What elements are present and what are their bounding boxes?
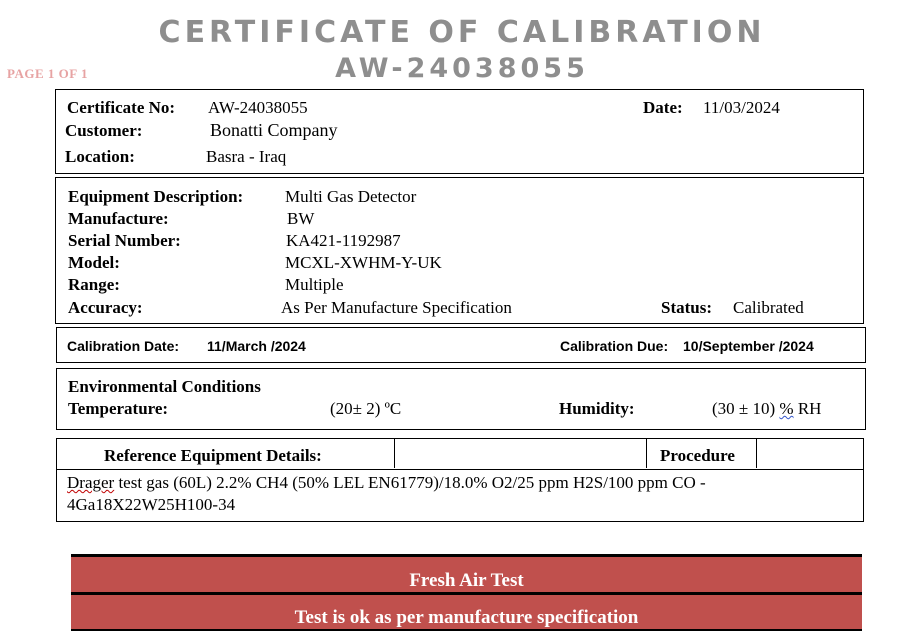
temperature-label: Temperature: [68, 399, 169, 418]
reference-details-line1 [67, 473, 706, 493]
reference-details-line2: 4Ga18X22W25H100-34 [67, 495, 236, 514]
document-number-title: AW-24038055 [335, 53, 589, 84]
results-bottom-rule [71, 629, 862, 631]
cert-no-value: AW-24038055 [208, 98, 308, 117]
serial-number-label: Serial Number: [68, 231, 181, 250]
table-header-rule [57, 469, 863, 470]
page-number: PAGE 1 OF 1 [7, 66, 88, 81]
reference-equipment-heading: Reference Equipment Details: [104, 446, 322, 465]
calibration-dates-box [56, 327, 866, 363]
reference-gas-brand: Drager [67, 473, 115, 492]
location-label: Location: [65, 147, 135, 166]
calibration-due-label: Calibration Due: [560, 338, 669, 354]
certificate-info-box [55, 89, 864, 174]
range-label: Range: [68, 275, 120, 294]
reference-details-text: test gas (60L) 2.2% CH4 (50% LEL EN61779)/18.0% O2/25 ppm H2S/100 ppm CO - [114, 473, 706, 492]
accuracy-label: Accuracy: [68, 298, 143, 317]
location-value: Basra - Iraq [206, 147, 287, 166]
document-title: CERTIFICATE OF CALIBRATION [158, 15, 766, 50]
humidity-percent: % [779, 399, 794, 418]
humidity-value [712, 399, 821, 419]
reference-equipment-table [56, 438, 864, 522]
customer-label: Customer: [65, 121, 143, 140]
customer-value: Bonatti Company [210, 120, 338, 140]
equipment-box [55, 177, 864, 324]
manufacture-value: BW [287, 209, 315, 228]
test-name-bar: Fresh Air Test [71, 557, 862, 592]
calibration-date-label: Calibration Date: [67, 338, 180, 354]
range-value: Multiple [285, 275, 344, 294]
status-label: Status: [661, 298, 713, 317]
table-divider-2 [646, 439, 647, 468]
manufacture-label: Manufacture: [68, 209, 169, 228]
calibration-date-value: 11/March /2024 [207, 338, 306, 354]
model-value: MCXL-XWHM-Y-UK [285, 253, 442, 272]
cert-no-label: Certificate No: [67, 98, 176, 117]
serial-number-value: KA421-1192987 [286, 231, 401, 250]
environmental-heading: Environmental Conditions [68, 377, 261, 396]
procedure-heading: Procedure [660, 446, 735, 465]
humidity-range: (30 ± 10) [712, 399, 780, 418]
date-value: 11/03/2024 [703, 98, 780, 117]
status-value: Calibrated [733, 298, 804, 317]
test-result-bar: Test is ok as per manufacture specification [71, 595, 862, 629]
calibration-due-value: 10/September /2024 [683, 338, 814, 354]
environmental-conditions-box [56, 368, 866, 430]
humidity-unit: RH [793, 399, 822, 418]
humidity-label: Humidity: [559, 399, 635, 418]
table-divider-1 [394, 439, 395, 468]
equipment-description-label: Equipment Description: [68, 187, 244, 206]
table-divider-3 [756, 439, 757, 468]
equipment-description-value: Multi Gas Detector [285, 187, 417, 206]
temperature-value: (20± 2) ºC [330, 399, 402, 418]
accuracy-value: As Per Manufacture Specification [281, 298, 512, 317]
date-label: Date: [643, 98, 683, 117]
model-label: Model: [68, 253, 120, 272]
